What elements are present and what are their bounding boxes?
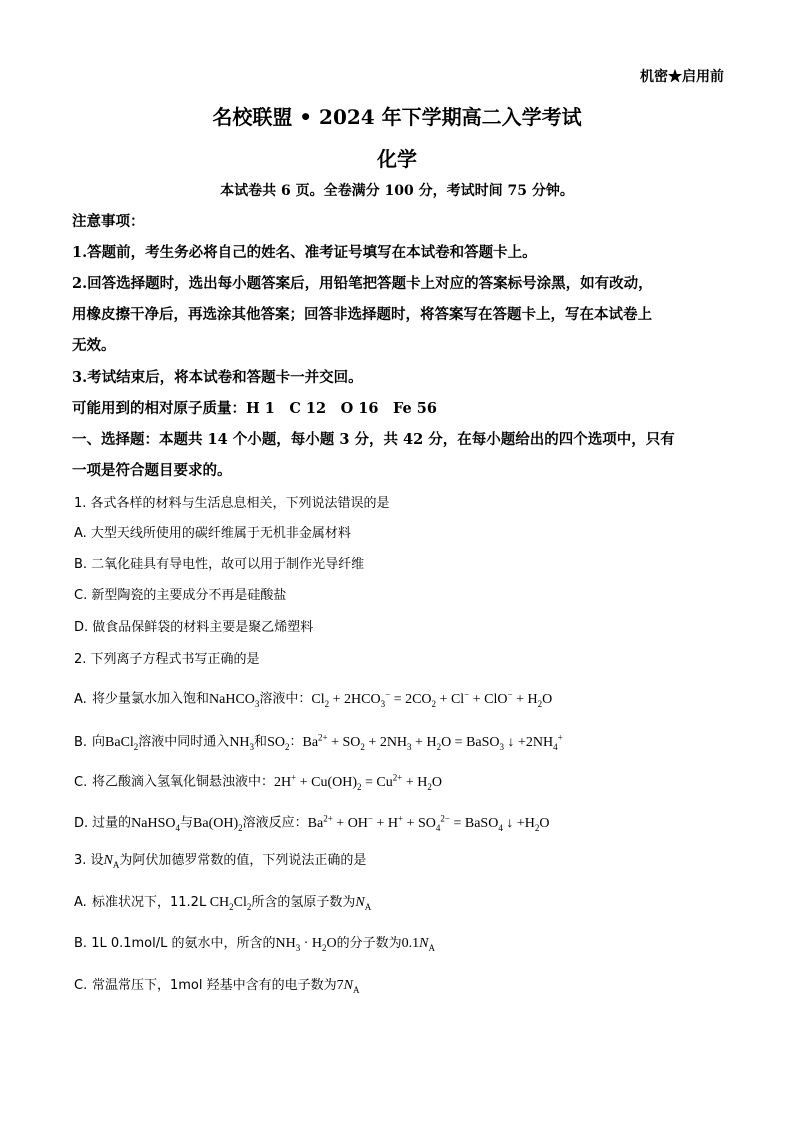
option-label: B. (74, 936, 88, 951)
formula: $Ba(OH)_2$ (193, 815, 243, 833)
option-text: 常温常压下，1mol 羟基中含有的电子数为 (92, 978, 337, 993)
formula: NaHSO$_4$ (131, 815, 181, 833)
quantity: $7N_A$ (336, 978, 360, 995)
q3-option-b (74, 934, 724, 958)
subject-title: 化学 (377, 147, 417, 171)
q1-option-a: A. 大型天线所使用的碳纤维属于无机非金属材料 (74, 526, 351, 541)
q1-option-c: C. 新型陶瓷的主要成分不再是硅酸盐 (74, 588, 287, 603)
q2-option-c (74, 767, 724, 796)
option-label: D. (74, 815, 89, 831)
ionic-equation: $2H^+ + Cu(OH)_2 = Cu^{2+} + H_2O$ (274, 772, 442, 792)
option-text: 将乙酸滴入氢氧化铜悬浊液中： (92, 774, 275, 790)
section-1-line-2: 一项是符合题目要求的。 (72, 462, 232, 479)
stem-text: 为阿伏加德罗常数的值，下列说法正确的是 (119, 853, 367, 868)
formula: $NH_3$ (229, 734, 255, 752)
ionic-equation: $Ba^{2+} + OH^- + H^+ + SO_4^{2-}$ = BaSO$_4$ ↓ $+H_2O$ (307, 813, 550, 833)
option-label: A. (74, 691, 87, 707)
exam-title: 名校联盟 • 2024 年下学期高二入学考试 (212, 105, 582, 129)
option-text: 溶液中： (259, 691, 312, 707)
stem-text: 3. 设 (74, 853, 104, 868)
note-2-line-2: 用橡皮擦干净后，再选涂其他答案；回答非选择题时，将答案写在答题卡上，写在本试卷上 (72, 306, 652, 323)
note-1: 1.答题前，考生务必将自己的姓名、准考证号填写在本试卷和答题卡上。 (72, 244, 537, 261)
note-2-line-1: 2.回答选择题时，选出每小题答案后，用铅笔把答题卡上对应的答案标号涂黑，如有改动， (72, 275, 653, 292)
q3-stem (74, 851, 724, 875)
q1-option-d: D. 做食品保鲜袋的材料主要是聚乙烯塑料 (74, 620, 314, 635)
ionic-equation: $Cl_2 + 2HCO_3^- = 2CO_2 + Cl^- + ClO^- + H_2O$ (311, 689, 553, 709)
option-text: 和 (254, 734, 268, 750)
note-2-line-3: 无效。 (72, 337, 116, 354)
option-label: C. (74, 978, 88, 993)
q1-stem: 1. 各式各样的材料与生活息息相关，下列说法错误的是 (74, 496, 390, 511)
q2-option-b (74, 727, 724, 756)
q2-option-a (74, 684, 724, 713)
formula: $NH_3 \cdot H_2O$ (275, 936, 337, 953)
option-text: 溶液反应： (242, 815, 308, 831)
option-text: 标准状况下，11.2L (92, 895, 207, 910)
note-3: 3.考试结束后，将本试卷和答题卡一并交回。 (72, 369, 363, 386)
option-label: A. (74, 895, 87, 910)
section-1-line-1: 一、选择题：本题共 14 个小题，每小题 3 分，共 42 分，在每小题给出的四个选项中，只有 (72, 431, 675, 448)
avogadro-symbol: $N_A$ (355, 895, 372, 912)
q1-option-b: B. 二氧化硅具有导电性，故可以用于制作光导纤维 (74, 557, 365, 572)
formula: BaCl$_2$ (105, 734, 139, 752)
option-text: 与 (180, 815, 194, 831)
avogadro-symbol: $N_A$ (103, 853, 120, 870)
option-text: 的分子数为 (336, 936, 402, 951)
q3-option-a (74, 893, 724, 917)
option-label: C. (74, 774, 88, 790)
option-text: ： (289, 734, 303, 750)
formula: $SO_2$ (267, 734, 290, 752)
exam-info: 本试卷共 6 页。全卷满分 100 分，考试时间 75 分钟。 (220, 183, 574, 199)
ionic-equation: $Ba^{2+} + SO_2 + 2NH_3 + H_2O$ = BaSO$_3$ ↓ $+2NH_4^+$ (302, 732, 563, 752)
option-text: 所含的氢原子数为 (251, 895, 356, 910)
option-text: 溶液中同时通入 (138, 734, 230, 750)
formula: $CH_2Cl_2$ (206, 895, 252, 912)
q3-option-c (74, 976, 724, 1000)
quantity: $0.1N_A$ (401, 936, 436, 953)
option-text: 将少量氯水加入饱和 (92, 691, 210, 707)
notes-heading: 注意事项： (72, 213, 145, 230)
option-text: 1L 0.1mol/L 的氨水中，所含的 (91, 936, 276, 951)
option-label: B. (74, 734, 88, 750)
confidential-mark: 机密★启用前 (640, 69, 724, 85)
q2-stem: 2. 下列离子方程式书写正确的是 (74, 652, 260, 667)
formula: NaHCO$_3$ (209, 691, 260, 709)
atomic-masses: 可能用到的相对原子质量：H 1 C 12 O 16 Fe 56 (72, 400, 437, 417)
option-text: 向 (92, 734, 106, 750)
q2-option-d (74, 808, 724, 837)
option-text: 过量的 (92, 815, 132, 831)
